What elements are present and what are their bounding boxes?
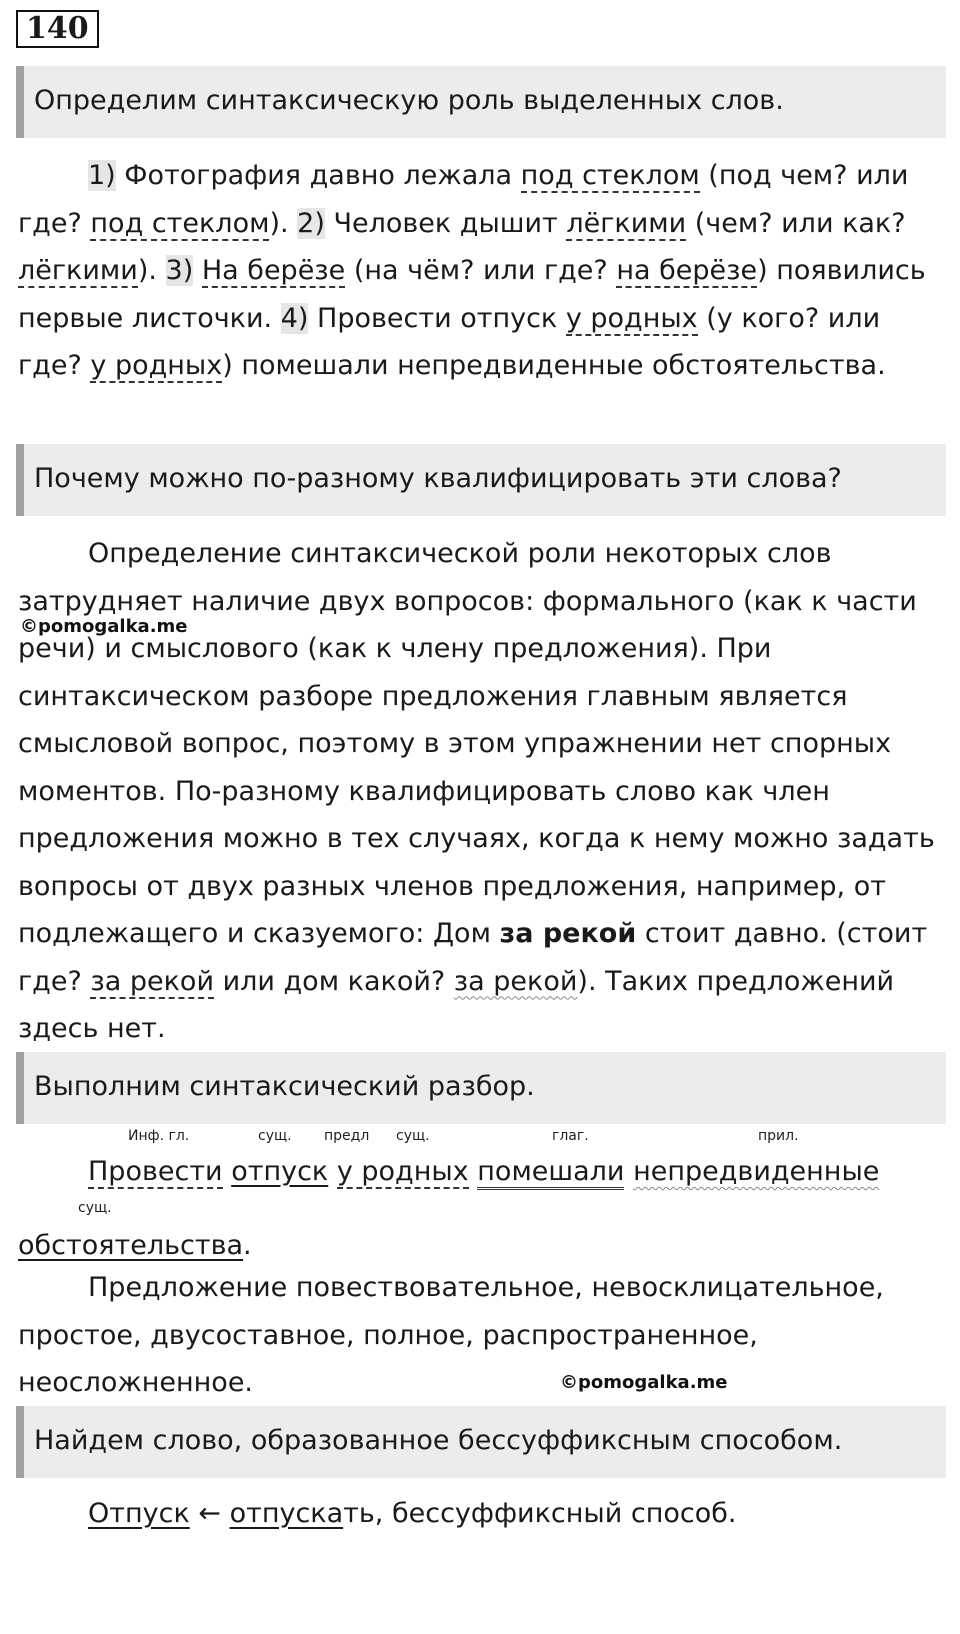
parsed-sentence (18, 1148, 948, 1195)
text: Определение синтаксической роли некоторых слов затрудняет наличие двух вопросов: формального (как к части речи) и смыслового (как к члену предложения). При синтаксическом разборе предложения главным является смысловой вопрос, поэтому в этом упражнении нет спорных моментов. По-разному квалифицировать слово как член предложения можно в тех случаях, когда к нему можно задать вопросы от двух разных членов предложения, например, от подлежащего и сказуемого: Дом (18, 538, 935, 949)
object: отпуск (231, 1156, 329, 1187)
section-header-3: Выполним синтаксический разбор. (16, 1052, 946, 1124)
pos-tag-noun: сущ. (78, 1200, 112, 1216)
text: (под чем? или где? (18, 160, 909, 239)
section-header-2: Почему можно по-разному квалифицировать эти слова? (16, 444, 946, 516)
text: ) появились первые листочки. (18, 255, 926, 334)
highlighted-word: лёгкими (566, 207, 687, 239)
text: (у кого? или где? (18, 302, 881, 381)
exercise-number: 140 (16, 10, 99, 48)
predicate: помешали (477, 1156, 624, 1190)
item-number-4: 4) (280, 302, 309, 334)
predicate-part: Провести (88, 1156, 223, 1187)
highlighted-word: под стеклом (520, 160, 700, 191)
text: (на чём? или где? (345, 255, 617, 286)
text: Провести отпуск (308, 302, 566, 334)
highlighted-word: На берёзе (201, 255, 346, 286)
paragraph-3 (18, 1264, 948, 1407)
text: ) помешали непредвиденные обстоятельства. (222, 350, 886, 381)
section-header-1: Определим синтаксическую роль выделенных слов. (16, 66, 946, 138)
text: , бессуффиксный способ. (374, 1498, 737, 1529)
item-number-2: 2) (297, 207, 325, 239)
base-word-ending: ть (343, 1498, 375, 1529)
text: Фотография давно лежала (115, 160, 521, 191)
final-line (18, 1490, 948, 1538)
highlighted-word: под стеклом (90, 207, 270, 239)
highlighted-word: у родных (90, 350, 223, 381)
attribute: непредвиденные (633, 1156, 880, 1187)
subject: обстоятельства (18, 1230, 244, 1261)
highlighted-word: у родных (565, 302, 698, 334)
pos-tag-preposition: предл (324, 1128, 370, 1144)
base-word: отпуска (229, 1498, 344, 1529)
text: Предложение повествовательное, невосклицательное, простое, двусоставное, полное, распространенное, неосложненное. (18, 1272, 884, 1398)
highlighted-word: лёгкими (18, 255, 138, 286)
bold-phrase: за рекой (499, 918, 637, 949)
text: Человек дышит (324, 207, 567, 239)
item-number-3: 3) (165, 255, 194, 286)
period: . (243, 1230, 252, 1261)
text: ). (269, 207, 289, 239)
text: (чем? или как? (686, 207, 906, 239)
derived-word: Отпуск (88, 1498, 190, 1529)
text: ). Таких предложений здесь нет. (18, 965, 895, 1044)
highlighted-word: на берёзе (616, 255, 758, 286)
text: ). (137, 255, 157, 286)
paragraph-1 (18, 152, 948, 390)
watermark: ©pomogalka.me (560, 1372, 728, 1393)
highlighted-word: за рекой (90, 965, 214, 997)
pos-tag-verb: глаг. (552, 1128, 589, 1144)
adverbial: у родных (336, 1156, 469, 1187)
section-header-4: Найдем слово, образованное бессуффиксным способом. (16, 1406, 946, 1478)
pos-tag-infinitive: Инф. гл. (128, 1128, 190, 1144)
watermark: ©pomogalka.me (20, 616, 188, 637)
pos-tag-noun: сущ. (396, 1128, 430, 1144)
pos-tag-adjective: прил. (758, 1128, 799, 1144)
paragraph-2 (18, 530, 948, 1053)
text: или дом какой? (214, 965, 454, 997)
highlighted-word: за рекой (453, 965, 578, 997)
text: стоит давно. (стоит где? (18, 918, 928, 997)
pos-tag-noun: сущ. (258, 1128, 292, 1144)
item-number-1: 1) (88, 160, 116, 191)
parsed-sentence-line-2 (18, 1222, 948, 1269)
arrow-left-icon: ← (198, 1498, 221, 1529)
